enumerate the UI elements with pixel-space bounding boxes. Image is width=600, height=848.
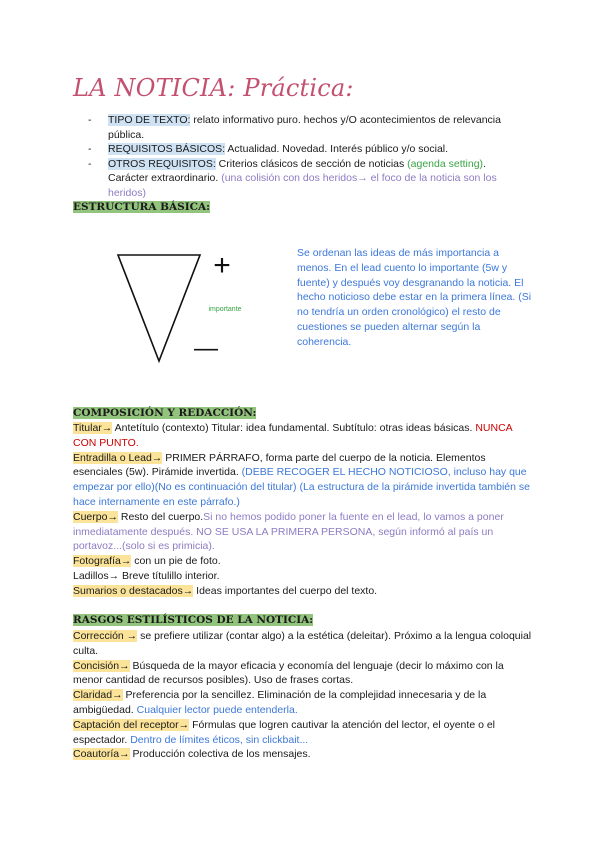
example-note: (una colisión con dos heridos→ el foco de la noticia son los heridos) xyxy=(108,172,497,199)
minus-sign: — xyxy=(194,335,218,362)
heading-text: COMPOSICIÓN Y REDACCIÓN: xyxy=(73,407,257,419)
correccion-text: se prefiere utilizar (contar algo) a la estética (deleitar). Próximo a la lengua coloquial culta. xyxy=(73,630,532,657)
cuerpo-label: Cuerpo→ xyxy=(73,510,118,523)
list-item xyxy=(88,142,528,157)
claridad-label: Claridad→ xyxy=(73,689,123,702)
captacion-label: Captación del receptor→ xyxy=(73,718,190,731)
requirement-label: OTROS REQUISITOS: xyxy=(108,157,216,170)
sumarios-text: Ideas importantes del cuerpo del texto. xyxy=(193,584,378,597)
rasgos-heading xyxy=(73,614,313,626)
sumarios-label: Sumarios o destacados→ xyxy=(73,584,194,597)
entradilla-label: Entradilla o Lead→ xyxy=(73,451,163,464)
claridad-note: Cualquier lector puede entenderla. xyxy=(136,703,298,716)
requirement-text: relato informativo puro. hechos y/O acontecimientos de relevancia pública. xyxy=(108,114,501,141)
fotografia-text: con un pie de foto. xyxy=(131,555,221,568)
claridad-paragraph xyxy=(73,688,535,718)
estructura-note: Se ordenan las ideas de más importancia a menos. En el lead cuento lo importante (5w y fuente) y después voy desgranando la noticia. El hecho noticioso debe estar en la primera línea. (Si no tendría un orden cronológico) el resto de cuestiones se pueden alternar según la coherencia. xyxy=(297,247,532,348)
estructura-heading xyxy=(73,201,210,213)
list-item xyxy=(88,113,528,142)
entradilla-note: (DEBE RECOGER EL HECHO NOTICIOSO, incluso hay que empezar por ello)(No es continuación del titular) (La estructura de la pirámide invertida también se hace internamente en este párrafo.) xyxy=(73,466,530,508)
titular-warning: NUNCA CON PUNTO. xyxy=(73,422,513,449)
coautoria-label: Coautoría→ xyxy=(73,748,130,761)
rasgos-block xyxy=(73,629,535,762)
requirement-label: TIPO DE TEXTO: xyxy=(108,114,191,126)
titular-label: Titular→ xyxy=(73,422,113,434)
fotografia-label: Fotografía→ xyxy=(73,555,132,568)
heading-text: RASGOS ESTILÍSTICOS DE LA NOTICIA: xyxy=(73,614,314,626)
composicion-heading xyxy=(73,407,256,419)
captacion-paragraph xyxy=(73,718,535,748)
captacion-note: Dentro de límites éticos, sin clickbait... xyxy=(130,733,309,746)
correccion-label: Corrección → xyxy=(73,630,138,642)
titular-paragraph xyxy=(73,421,535,451)
page-title: LA NOTICIA: Práctica: xyxy=(73,74,354,102)
concision-paragraph xyxy=(73,659,535,689)
titular-text: Antetítulo (contexto) Titular: idea fundamental. Subtítulo: otras ideas básicas. xyxy=(112,422,476,434)
agenda-setting-note: (agenda setting) xyxy=(407,157,484,170)
coautoria-text: Producción colectiva de los mensajes. xyxy=(129,748,311,761)
composicion-block xyxy=(73,421,535,599)
heading-text: ESTRUCTURA BÁSICA: xyxy=(73,201,211,213)
requirement-text-extra: . Carácter extraordinario. xyxy=(108,157,486,185)
requirement-text: Actualidad. Novedad. Interés público y/o social. xyxy=(225,143,449,156)
cuerpo-note: Si no hemos podido poner la fuente en el lead, lo vamos a poner inmediatamente después. NO SE USA LA PRIMERA PERSONA, según informó al país un portavoz...(solo si es primicia). xyxy=(73,510,504,553)
requirement-text: Criterios clásicos de sección de noticias xyxy=(215,157,408,170)
plus-sign: + xyxy=(213,249,231,282)
inverted-triangle-shape xyxy=(118,255,200,361)
cuerpo-text: Resto del cuerpo. xyxy=(117,510,204,523)
captacion-text: Fórmulas que logren cautivar la atención del lector, el oyente o el espectador. xyxy=(73,718,495,746)
concision-label: Concisión→ xyxy=(73,659,130,672)
concision-text: Búsqueda de la mayor eficacia y economía del lenguaje (decir lo máximo con la menor cantidad de recursos posibles). Uso de frases cortas. xyxy=(73,659,504,687)
ladillos-paragraph: Ladillos→ Breve títulillo interior. xyxy=(73,569,220,582)
requirement-label: REQUISITOS BÁSICOS: xyxy=(108,143,226,156)
inverted-pyramid-diagram xyxy=(108,240,258,370)
fotografia-paragraph xyxy=(73,554,535,569)
sumarios-paragraph xyxy=(73,584,535,599)
list-item xyxy=(88,157,528,201)
entradilla-text: PRIMER PÁRRAFO, forma parte del cuerpo de la noticia. Elementos esenciales (5w). Pirámide invertida. xyxy=(73,451,486,479)
requirements-list xyxy=(88,113,528,201)
cuerpo-paragraph xyxy=(73,510,535,554)
correccion-paragraph xyxy=(73,629,535,659)
claridad-text: Preferencia por la sencillez. Eliminación de la complejidad innecesaria y de la ambigüedad. xyxy=(73,689,487,716)
importante-label: importante xyxy=(208,306,242,313)
entradilla-paragraph xyxy=(73,451,535,510)
coautoria-paragraph xyxy=(73,747,535,762)
